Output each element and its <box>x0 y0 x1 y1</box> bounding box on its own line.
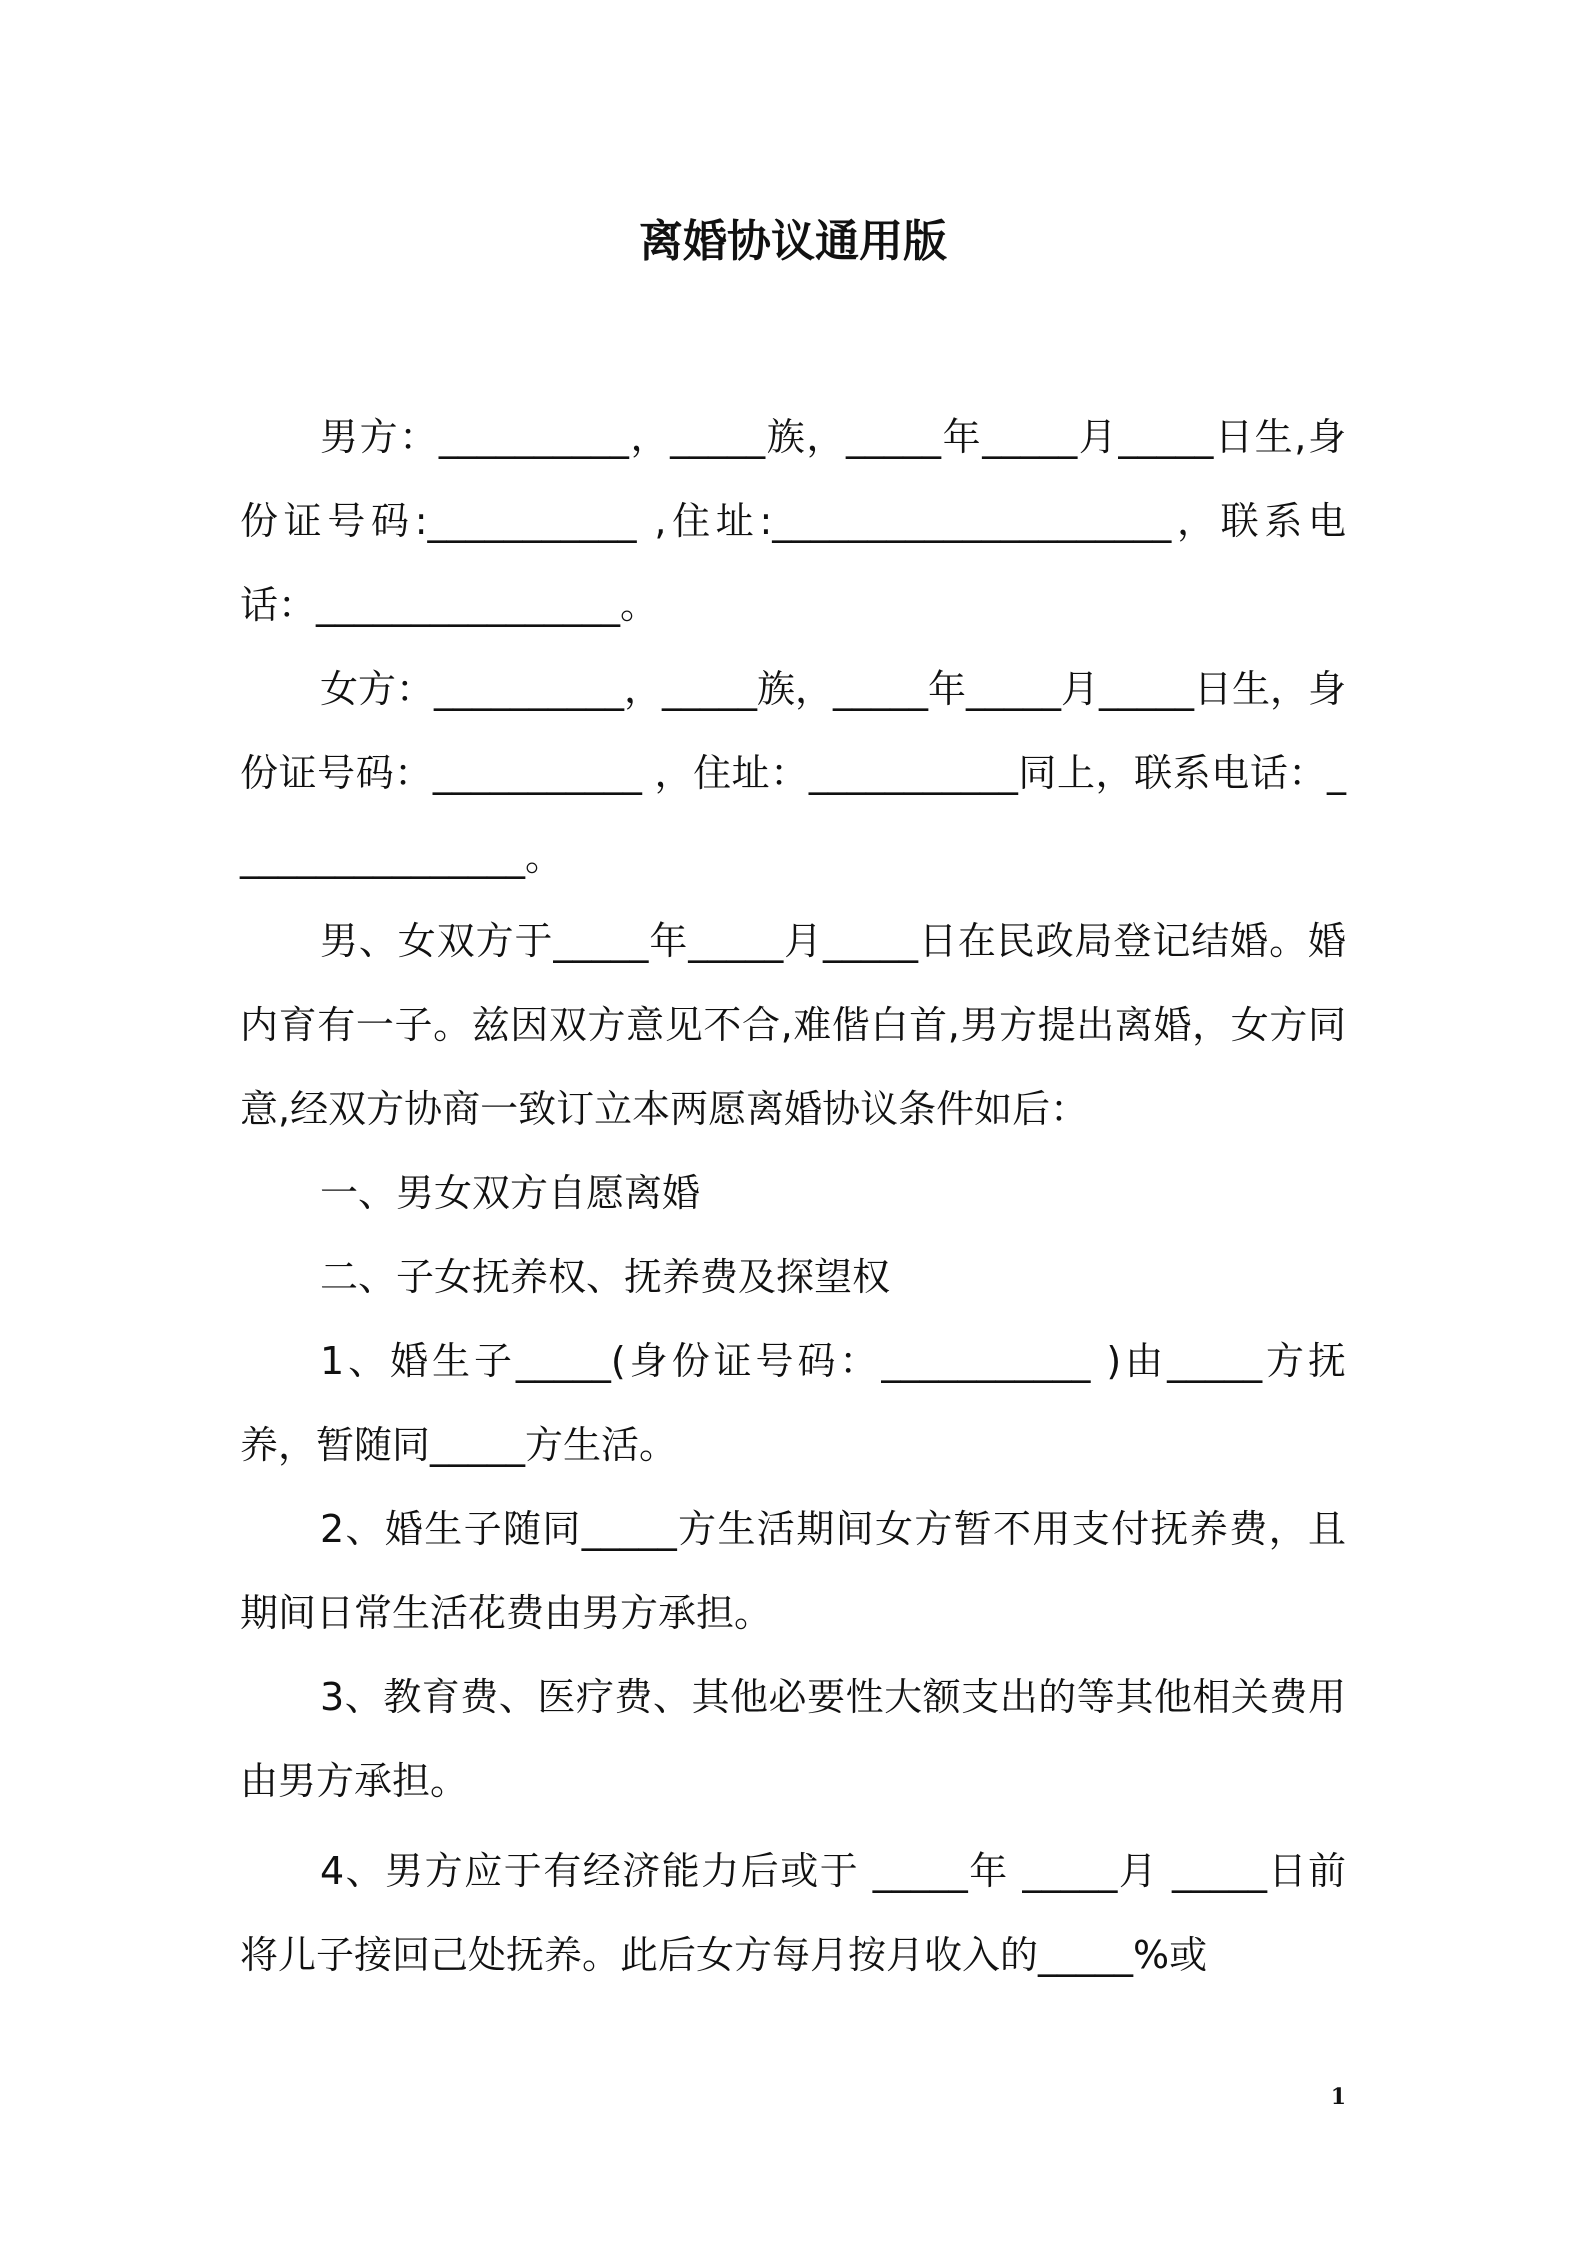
clause-1: 1、婚生子_____(身份证号码：___________ )由_____方抚养，暂随同_____方生活。 <box>240 1339 1346 1467</box>
clause-2: 2、婚生子随同_____方生活期间女方暂不用支付抚养费，且期间日常生活花费由男方承担。 <box>240 1507 1346 1635</box>
section-heading-divorce: 一、男女双方自愿离婚 <box>320 1171 701 1215</box>
clause-3: 3、教育费、医疗费、其他必要性大额支出的等其他相关费用由男方承担。 <box>240 1675 1346 1803</box>
clause-4: 4、男方应于有经济能力后或于 _____年 _____月 _____日前将儿子接回己处抚养。此后女方每月按月收入的_____%或 <box>240 1849 1346 1977</box>
document-body <box>240 395 1346 1997</box>
page-number: 1 <box>1330 2084 1346 2110</box>
document-title: 离婚协议通用版 <box>639 216 947 267</box>
paragraph-marriage-info: 男、女双方于_____年_____月_____日在民政局登记结婚。婚内育有一子。兹因双方意见不合,难偕白首,男方提出离婚，女方同意,经双方协商一致订立本两愿离婚协议条件如后： <box>240 919 1346 1131</box>
paragraph-female-party: 女方：__________，_____族，_____年_____月_____日生，身份证号码：___________ ，住址：___________同上，联系电话：________________。 <box>240 667 1347 879</box>
paragraph-male-party: 男方：__________，_____族，_____年_____月_____日生,身份证号码:___________ ,住址:_____________________，联系电话：________________。 <box>240 415 1346 627</box>
section-heading-custody: 二、子女抚养权、抚养费及探望权 <box>320 1255 891 1299</box>
